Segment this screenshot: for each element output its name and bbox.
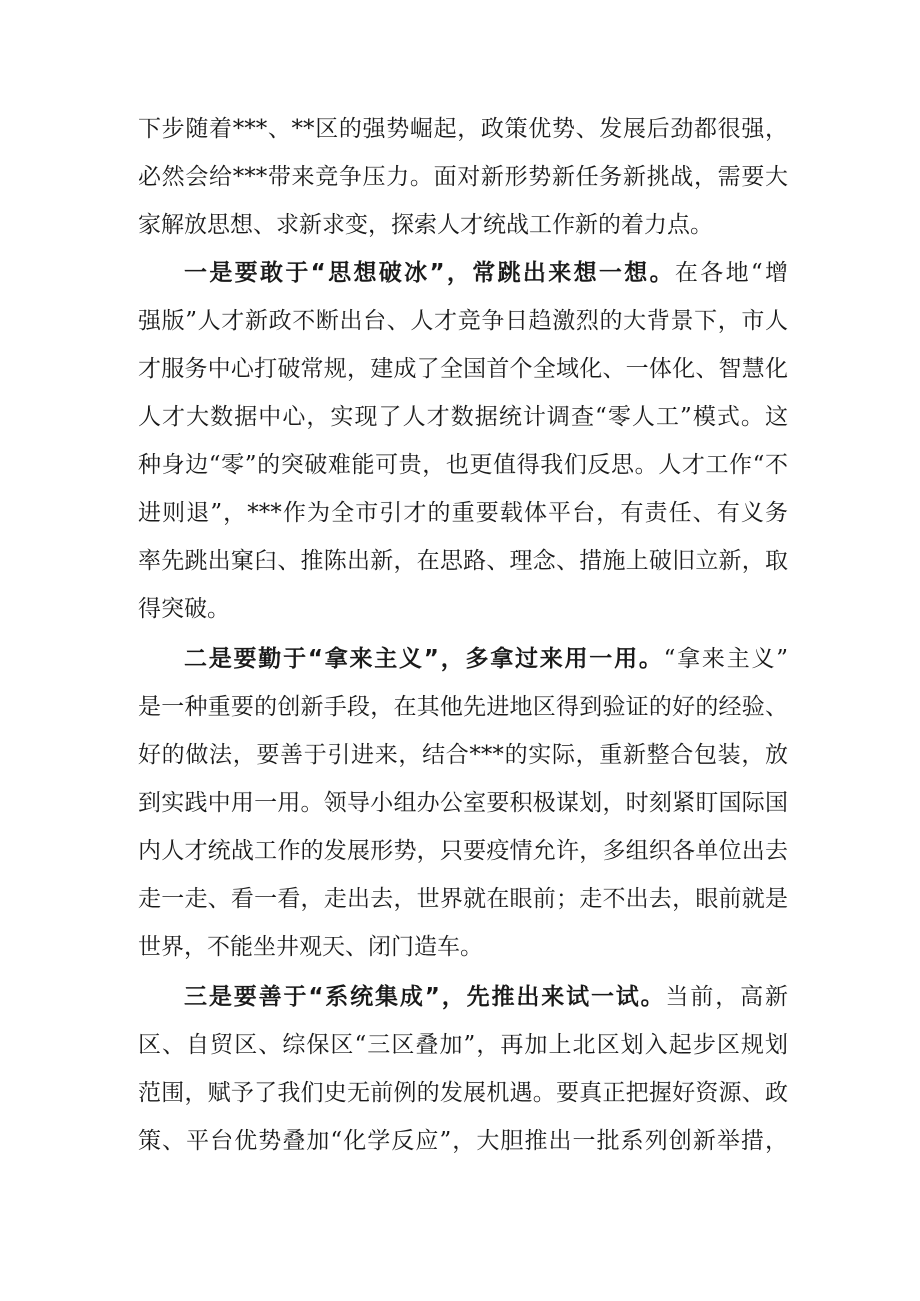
paragraph-3-line-1-text: “拿来主义”	[663, 646, 788, 672]
paragraph-3-line-7: 世界，不能坐井观天、闭门造车。	[138, 934, 483, 960]
paragraph-2-line-3: 才服务中心打破常规，建成了全国首个全域化、一体化、智慧化	[138, 356, 788, 382]
paragraph-1-line-1: 下步随着***、**区的强势崛起，政策优势、发展后劲都很强，	[138, 116, 788, 142]
paragraph-2-line-1-text: 在各地“增	[674, 260, 788, 286]
paragraph-3-lead-heading: 二是要勤于“拿来主义”，多拿过来用一用。	[184, 646, 664, 672]
paragraph-2-line-8: 得突破。	[138, 596, 230, 622]
paragraph-4-lead-heading: 三是要善于“系统集成”，先推出来试一试。	[184, 984, 666, 1010]
paragraph-4-line-4: 策、平台优势叠加“化学反应”，大胆推出一批系列创新举措，	[138, 1128, 788, 1154]
paragraph-1-line-2: 必然会给***带来竞争压力。面对新形势新任务新挑战，需要大	[138, 164, 788, 190]
paragraph-3-line-2: 是一种重要的创新手段，在其他先进地区得到验证的好的经验、	[138, 694, 788, 720]
paragraph-2-line-2: 强版”人才新政不断出台、人才竞争日趋激烈的大背景下，市人	[138, 308, 788, 334]
paragraph-4-line-1	[184, 973, 788, 1021]
paragraph-2-line-1	[184, 249, 788, 297]
paragraph-3-line-4: 到实践中用一用。领导小组办公室要积极谋划，时刻紧盯国际国	[138, 790, 788, 816]
paragraph-4-line-3: 范围，赋予了我们史无前例的发展机遇。要真正把握好资源、政	[138, 1080, 788, 1106]
paragraph-3-line-6: 走一走、看一看，走出去，世界就在眼前；走不出去，眼前就是	[138, 886, 788, 912]
paragraph-3-line-3: 好的做法，要善于引进来，结合***的实际，重新整合包装，放	[138, 742, 788, 768]
paragraph-3-line-5: 内人才统战工作的发展形势，只要疫情允许，多组织各单位出去	[138, 838, 788, 864]
paragraph-2-line-5: 种身边“零”的突破难能可贵，也更值得我们反思。人才工作“不	[138, 452, 788, 478]
paragraph-2-lead-heading: 一是要敢于“思想破冰”，常跳出来想一想。	[184, 260, 675, 286]
paragraph-2-line-6: 进则退”，***作为全市引才的重要载体平台，有责任、有义务	[138, 500, 788, 526]
paragraph-4-line-2: 区、自贸区、综保区“三区叠加”，再加上北区划入起步区规划	[138, 1032, 788, 1058]
paragraph-3-line-1	[184, 635, 788, 683]
paragraph-2-line-4: 人才大数据中心，实现了人才数据统计调查“零人工”模式。这	[138, 404, 788, 430]
paragraph-4-line-1-text: 当前，高新	[665, 984, 789, 1010]
paragraph-1-line-3: 家解放思想、求新求变，探索人才统战工作新的着力点。	[138, 212, 713, 238]
paragraph-2-line-7: 率先跳出窠臼、推陈出新，在思路、理念、措施上破旧立新，取	[138, 548, 788, 574]
